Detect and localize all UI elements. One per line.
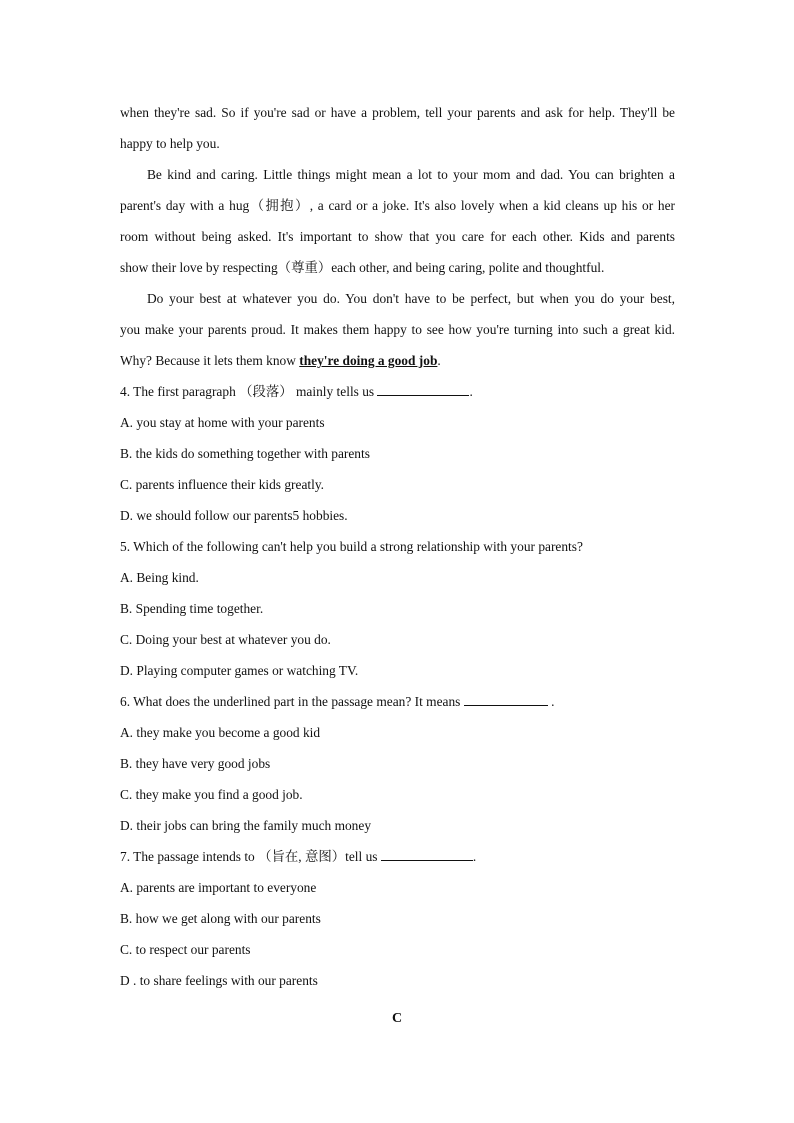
passage-line: happy to help you. [120, 136, 220, 151]
answer-blank [381, 846, 473, 861]
passage-line: parent's day with a hug（拥抱）, a card or a joke. It's also lovely when a kid cleans up his or her [120, 198, 675, 213]
option-item: A. they make you become a good kid [120, 725, 321, 740]
option-item: B. the kids do something together with parents [120, 446, 370, 461]
passage-line: when they're sad. So if you're sad or have a problem, tell your parents and ask for help. They'll be [120, 105, 675, 120]
option-item: A. parents are important to everyone [120, 880, 317, 895]
answer-blank [377, 381, 469, 396]
question-stem: 7. The passage intends to （旨在, 意图）tell us . [120, 841, 675, 872]
passage-text: Why? Because it lets them know [120, 353, 300, 368]
option-item: C. parents influence their kids greatly. [120, 477, 325, 492]
passage-text: . [437, 353, 441, 368]
option-item: A. you stay at home with your parents [120, 415, 325, 430]
option-item: B. Spending time together. [120, 601, 264, 616]
question-stem: 5. Which of the following can't help you build a strong relationship with your parents? [120, 539, 583, 554]
option-item: D. their jobs can bring the family much money [120, 818, 372, 833]
option-item: B. how we get along with our parents [120, 911, 321, 926]
passage-line [120, 345, 675, 376]
passage-line: Be kind and caring. Little things might mean a lot to your mom and dad. You can brighten a [147, 167, 675, 182]
option-item: A. Being kind. [120, 570, 199, 585]
option-item: B. they have very good jobs [120, 756, 271, 771]
passage-line: room without being asked. It's important to show that you care for each other. Kids and parents [120, 229, 675, 244]
option-item: D. Playing computer games or watching TV. [120, 663, 359, 678]
option-item: D . to share feelings with our parents [120, 973, 318, 988]
passage-line: Do your best at whatever you do. You don't have to be perfect, but when you do your best, [147, 291, 675, 306]
passage-line: show their love by respecting（尊重）each other, and being caring, polite and thoughtful. [120, 260, 605, 275]
option-item: C. Doing your best at whatever you do. [120, 632, 331, 647]
underlined-phrase: they're doing a good job [299, 353, 438, 368]
question-stem: 4. The first paragraph （段落） mainly tells us . [120, 376, 675, 407]
document-page [120, 97, 675, 996]
section-heading: C [391, 1011, 403, 1026]
option-item: C. they make you find a good job. [120, 787, 303, 802]
option-item: C. to respect our parents [120, 942, 251, 957]
answer-blank [464, 691, 548, 706]
question-stem: 6. What does the underlined part in the passage mean? It means . [120, 686, 675, 717]
passage-line: you make your parents proud. It makes them happy to see how you're turning into such a great kid. [120, 322, 675, 337]
option-item: D. we should follow our parents5 hobbies. [120, 508, 348, 523]
